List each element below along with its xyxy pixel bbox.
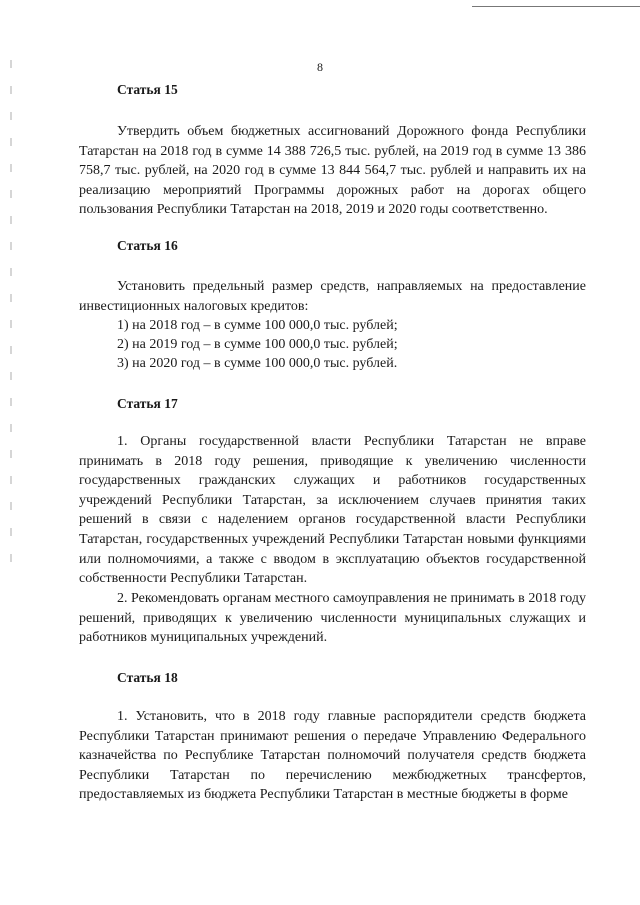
article-16-paragraph-1: Установить предельный размер средств, направляемых на предоставление инвестиционных налоговых кредитов: [79,279,586,314]
article-15-heading: Статья 15 [117,82,178,97]
article-16-heading: Статья 16 [117,238,178,253]
scan-top-rule [472,6,640,7]
article-16-list-item-2: 2) на 2019 год – в сумме 100 000,0 тыс. рублей; [117,337,398,352]
article-17-paragraph-2: 2. Рекомендовать органам местного самоуправления не принимать в 2018 году решений, приводящих к увеличению численности муниципальных служащих и работников муниципальных учреждений. [79,591,586,646]
page-number: 8 [317,60,323,74]
article-16-list-item-1: 1) на 2018 год – в сумме 100 000,0 тыс. рублей; [117,318,398,333]
article-17-paragraph-1: 1. Органы государственной власти Республики Татарстан не вправе принимать в 2018 году решения, приводящие к увеличению численности государственных гражданских служащих и работников государственных учреждений Республики Татарстан, за исключением случаев принятия таких решений в связи с наделением органов государственной власти Республики Татарстан, государственных учреждений Республики Татарстан новыми функциями или полномочиями, а также с вводом в эксплуатацию объектов государственной собственности Республики Татарстан. [79,434,586,587]
article-15-paragraph-1: Утвердить объем бюджетных ассигнований Дорожного фонда Республики Татарстан на 2018 год в сумме 14 388 726,5 тыс. рублей, на 2019 год в сумме 13 386 758,7 тыс. рублей, на 2020 год в сумме 13 844 564,7 тыс. рублей и направить их на реализацию мероприятий Программы дорожных работ на дорогах общего пользования Республики Татарстан на 2018, 2019 и 2020 годы соответственно. [79,124,586,218]
article-17-heading: Статья 17 [117,396,178,411]
article-18-heading: Статья 18 [117,670,178,685]
article-18-paragraph-1: 1. Установить, что в 2018 году главные распорядители средств бюджета Республики Татарстан принимают решения о передаче Управлению Федерального казначейства по Республике Татарстан полномочий получателя средств бюджета Республики Татарстан по перечислению межбюджетных трансфертов, предоставляемых из бюджета Республики Татарстан в местные бюджеты в форме [79,709,586,803]
article-16-list-item-3: 3) на 2020 год – в сумме 100 000,0 тыс. рублей. [117,356,398,371]
scan-margin-artifact [10,60,12,580]
